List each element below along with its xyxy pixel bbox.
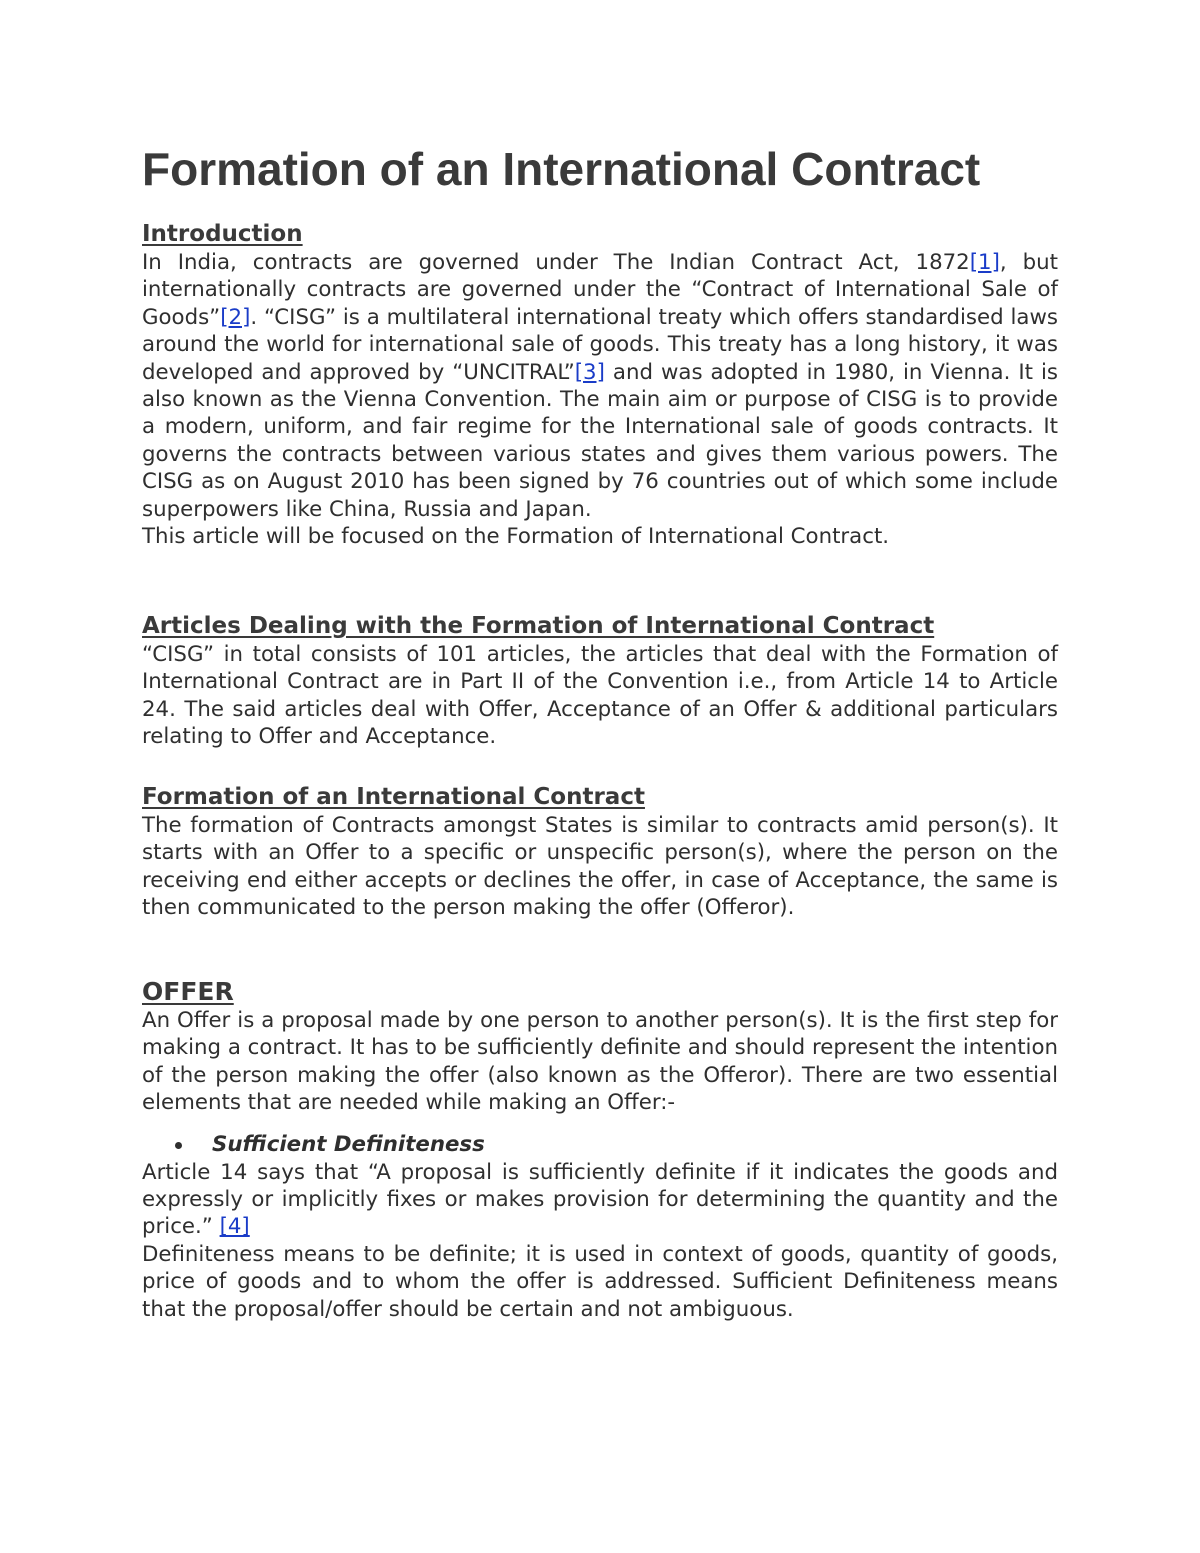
offer-heading: OFFER <box>142 977 234 1006</box>
articles-heading: Articles Dealing with the Formation of International Contract <box>142 613 935 639</box>
articles-section <box>142 612 1058 751</box>
formation-paragraph: The formation of Contracts amongst States is similar to contracts amid person(s). It starts with an Offer to a specific or unspecific person(s), where the person on the receiving end either accepts or declines the offer, in case of Acceptance, the same is then communicated to the person making the offer (Offeror). <box>142 813 1058 921</box>
intro-text-part-3: . “CISG” is a multilateral international treaty which offers standardised laws around the world for international sale of goods. This treaty has a long history, it was developed and approved by “UNCITRAL” <box>142 304 1058 385</box>
definiteness-paragraph: Definiteness means to be definite; it is used in context of goods, quantity of goods, price of goods and to whom the offer is addressed. Sufficient Definiteness means that the proposal/offer should be certain and not ambiguous. <box>142 1241 1058 1322</box>
intro-text-part-2: , but internationally contracts are governed under the “Contract of International Sale of Goods” <box>142 250 1059 330</box>
footnote-link-4[interactable]: [4] <box>219 1214 250 1240</box>
article-14-text: Article 14 says that “A proposal is sufficiently definite if it indicates the goods and expressly or implicitly fixes or makes provision for determining the quantity and the price.” <box>142 1159 1058 1240</box>
article-14-paragraph <box>142 1159 1058 1241</box>
offer-paragraph: An Offer is a proposal made by one person to another person(s). It is the first step for making a contract. It has to be sufficiently definite and should represent the intention of the person making the offer (also known as the Offeror). There are two essential elements that are needed while making an Offer:- <box>142 1008 1058 1116</box>
footnote-link-1[interactable]: [1] <box>969 250 1000 275</box>
footnote-link-2[interactable]: [2] <box>220 304 251 330</box>
intro-text-part-1: In India, contracts are governed under The Indian Contract Act, 1872 <box>142 250 970 275</box>
footnote-link-3[interactable]: [3] <box>574 359 605 385</box>
bullet-list-item <box>142 1131 1058 1159</box>
bullet-icon <box>175 1142 182 1149</box>
introduction-focus-paragraph: This article will be focused on the Formation of International Contract. <box>142 524 890 550</box>
introduction-paragraph <box>142 249 1058 523</box>
introduction-section <box>142 220 1058 550</box>
introduction-heading: Introduction <box>142 221 303 247</box>
page-title: Formation of an International Contract <box>142 143 981 195</box>
bullet-sufficient-definiteness: Sufficient Definiteness <box>212 1131 485 1157</box>
offer-section <box>142 977 1058 1323</box>
formation-section <box>142 783 1058 922</box>
formation-heading: Formation of an International Contract <box>142 784 645 810</box>
intro-text-part-4: and was adopted in 1980, in Vienna. It is also known as the Vienna Convention. The main aim or purpose of CISG is to provide a modern, uniform, and fair regime for the International sale of goods contracts. It governs the contracts between various states and gives them various powers. The CISG as on August 2010 has been signed by 76 countries out of which some include superpowers like China, Russia and Japan. <box>142 359 1058 522</box>
articles-paragraph: “CISG” in total consists of 101 articles, the articles that deal with the Formation of International Contract are in Part II of the Convention i.e., from Article 14 to Article 24. The said articles deal with Offer, Acceptance of an Offer & additional particulars relating to Offer and Acceptance. <box>142 642 1058 750</box>
